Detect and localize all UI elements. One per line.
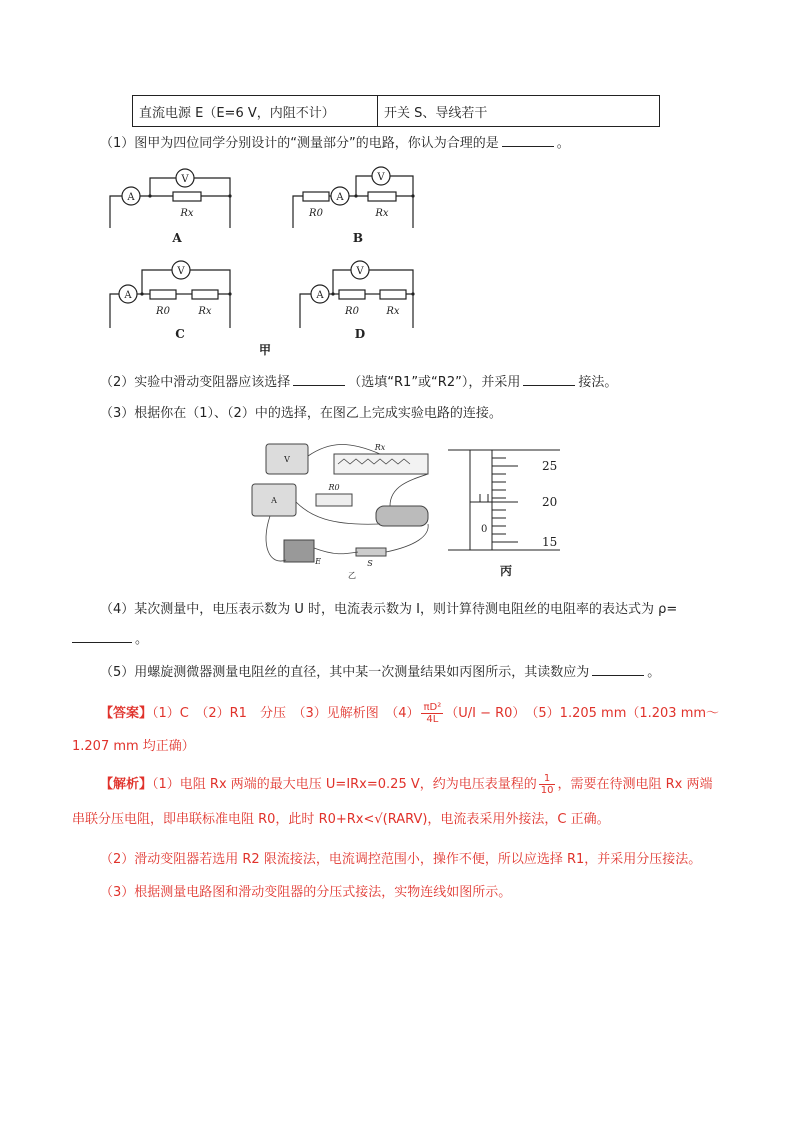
circuit-c-voltmeter: V xyxy=(177,266,185,277)
analysis-fraction xyxy=(539,773,556,796)
question-4-end: 。 xyxy=(135,632,149,647)
apparatus-rx-label: Rx xyxy=(374,443,386,452)
answer-fraction-num: πD² xyxy=(423,702,442,713)
answer-line-1 xyxy=(100,702,720,725)
analysis-line-4 xyxy=(100,883,700,903)
answer-line-2 xyxy=(72,737,672,757)
answer-text-a: （1）C （2）R1 分压 （3）见解析图 （4） xyxy=(152,706,420,721)
question-5-end: 。 xyxy=(647,665,661,680)
circuit-b-voltmeter: V xyxy=(377,172,385,183)
analysis-text-a: （1）电阻 Rx 两端的最大电压 U=IRx=0.25 V，约为电压表量程的 xyxy=(152,777,537,792)
question-2-blank-b xyxy=(523,373,575,386)
question-1-text: （1）图甲为四位同学分别设计的“测量部分”的电路，你认为合理的是 xyxy=(100,136,499,151)
circuit-b-rx-label: Rx xyxy=(375,208,389,219)
question-2-text-a: （2）实验中滑动变阻器应该选择 xyxy=(100,375,291,390)
circuit-diagrams xyxy=(100,160,460,360)
analysis-line-3 xyxy=(100,850,700,870)
question-5-text: （5）用螺旋测微器测量电阻丝的直径，其中某一次测量结果如丙图所示，其读数应为 xyxy=(100,665,590,680)
circuit-c-rx-label: Rx xyxy=(198,306,212,317)
answer-fraction-den: 4L xyxy=(426,714,439,725)
apparatus-voltmeter-label: V xyxy=(284,455,290,464)
analysis-tag: 【解析】 xyxy=(100,777,153,792)
circuit-d-ammeter: A xyxy=(316,290,324,301)
question-2-text-c: 接法。 xyxy=(578,375,618,390)
table-cell-power: 直流电源 E（E=6 V，内阻不计） xyxy=(133,96,378,127)
circuit-a-ammeter: A xyxy=(127,192,135,203)
question-2 xyxy=(100,373,700,393)
question-1-end: 。 xyxy=(556,136,570,151)
micrometer-zero: 0 xyxy=(481,524,488,535)
question-4-blank xyxy=(72,630,132,643)
micrometer-tick-20: 20 xyxy=(542,495,558,509)
apparatus-figure xyxy=(240,436,440,581)
question-1 xyxy=(100,134,700,154)
micrometer-figure xyxy=(440,440,580,580)
figure-bing-label: 丙 xyxy=(500,564,513,578)
r0-box xyxy=(316,494,352,506)
question-3 xyxy=(100,404,700,424)
answer-text-b: （U/I − R0） （5）1.205 mm（1.203 mm～ xyxy=(445,706,720,721)
rx-board xyxy=(334,454,428,474)
circuit-d-label: D xyxy=(354,327,366,341)
apparatus-r0-label: R0 xyxy=(328,483,340,492)
analysis-line-1 xyxy=(100,773,713,796)
micrometer-tick-25: 25 xyxy=(542,459,558,473)
circuit-a-rx-label: Rx xyxy=(180,208,194,219)
circuit-c-r0-label: R0 xyxy=(156,306,170,317)
question-5-blank xyxy=(592,663,644,676)
circuit-d-voltmeter: V xyxy=(356,266,364,277)
switch xyxy=(356,548,386,556)
circuit-d-r0-label: R0 xyxy=(345,306,359,317)
circuit-c-label: C xyxy=(175,327,185,341)
equipment-table xyxy=(132,95,660,127)
circuit-c-ammeter: A xyxy=(124,290,132,301)
circuit-a-label: A xyxy=(172,231,182,245)
question-2-text-b: （选填“R1”或“R2”），并采用 xyxy=(348,375,521,390)
table-cell-switch: 开关 S、导线若干 xyxy=(378,96,660,127)
apparatus-switch-label: S xyxy=(367,559,373,568)
analysis-line-2 xyxy=(72,810,672,830)
question-2-blank-a xyxy=(293,373,345,386)
question-5 xyxy=(100,663,700,683)
figure-jia-label: 甲 xyxy=(258,343,272,357)
apparatus-ammeter-label: A xyxy=(271,496,277,505)
question-3-text: （3）根据你在（1）、（2）中的选择，在图乙上完成实验电路的连接。 xyxy=(100,406,502,421)
analysis-fraction-den: 10 xyxy=(540,785,554,796)
question-4-line2 xyxy=(72,630,672,650)
question-4-text: （4）某次测量中，电压表示数为 U 时，电流表示数为 I，则计算待测电阻丝的电阻率的表达式为 ρ= xyxy=(100,602,678,617)
question-4 xyxy=(100,600,700,620)
figure-yi-label: 乙 xyxy=(348,571,356,580)
rheostat xyxy=(376,506,428,526)
circuit-b-r0-label: R0 xyxy=(309,208,323,219)
analysis-text-d: （2）滑动变阻器若选用 R2 限流接法，电流调控范围小，操作不便，所以应选择 R1，并采用分压接法。 xyxy=(100,852,702,867)
question-1-blank xyxy=(502,134,554,147)
answer-tag: 【答案】 xyxy=(100,706,153,721)
answer-fraction xyxy=(421,702,443,725)
apparatus-battery-label: E xyxy=(315,557,321,566)
circuit-d-rx-label: Rx xyxy=(386,306,400,317)
analysis-fraction-num: 1 xyxy=(539,773,556,785)
analysis-text-b: ，需要在待测电阻 Rx 两端 xyxy=(557,777,713,792)
answer-text-c: 1.207 mm 均正确） xyxy=(72,739,195,754)
battery xyxy=(284,540,314,562)
circuit-a-voltmeter: V xyxy=(181,174,189,185)
analysis-text-c: 串联分压电阻，即串联标准电阻 R0，此时 R0+Rx<√(RARV)，电流表采用外接法，C 正确。 xyxy=(72,812,610,827)
micrometer-tick-15: 15 xyxy=(542,535,558,549)
circuit-b-ammeter: A xyxy=(336,192,344,203)
circuit-b-label: B xyxy=(352,231,364,245)
analysis-text-e: （3）根据测量电路图和滑动变阻器的分压式接法，实物连线如图所示。 xyxy=(100,885,512,900)
